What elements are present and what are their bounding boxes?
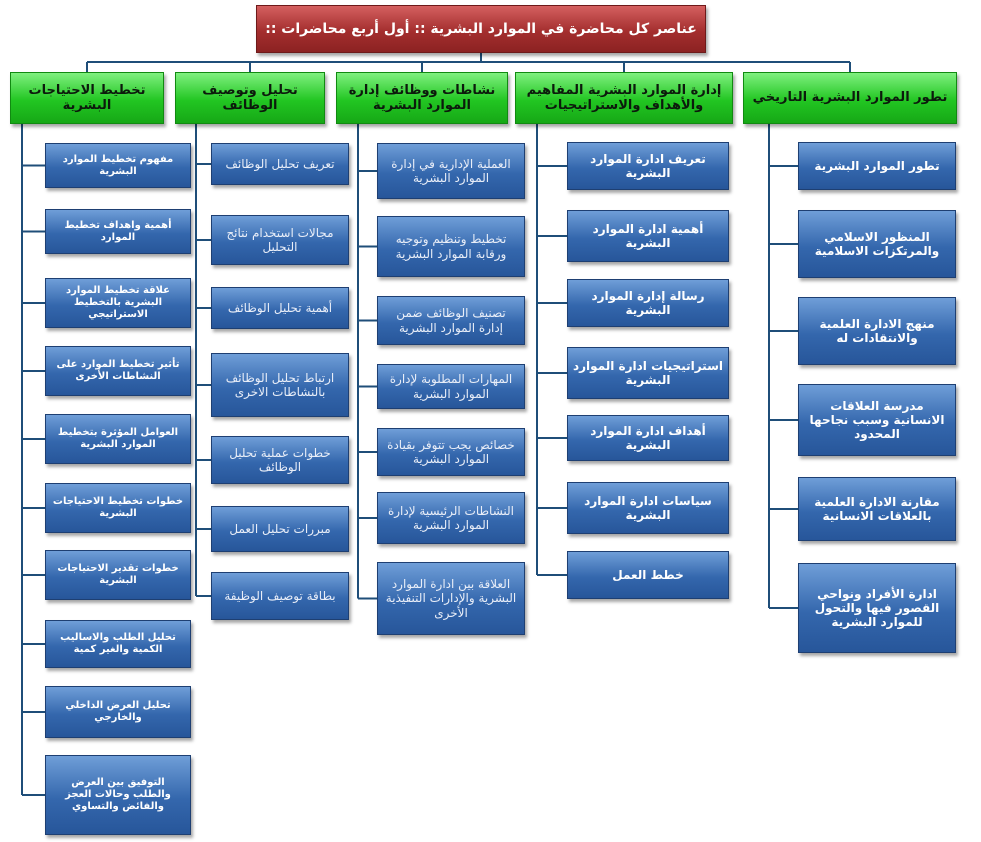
diagram-title: عناصر كل محاضرة في الموارد البشرية :: أول أربع محاضرات :: [256,5,706,53]
topic-item: رسالة إدارة الموارد البشرية [567,279,729,327]
topic-item: تطور الموارد البشرية [798,142,956,190]
topic-item: ارتباط تحليل الوظائف بالنشاطات الاخرى [211,353,349,417]
topic-item: التوفيق بين العرض والطلب وحالات العجز والفائض والتساوي [45,755,191,835]
topic-item: مجالات استخدام نتائج التحليل [211,215,349,265]
topic-item: استراتيجيات ادارة الموارد البشرية [567,347,729,399]
column-header: تحليل وتوصيف الوظائف [175,72,325,124]
column-header: نشاطات ووظائف إدارة الموارد البشرية [336,72,508,124]
topic-item: سياسات ادارة الموارد البشرية [567,482,729,534]
topic-item: أهمية ادارة الموارد البشرية [567,210,729,262]
topic-item: مبررات تحليل العمل [211,506,349,552]
topic-item: العلاقة بين ادارة الموارد البشرية والإدارات التنفيذية الأخرى [377,562,525,635]
topic-item: مقارنة الادارة العلمية بالعلاقات الانسانية [798,477,956,541]
topic-item: تعريف ادارة الموارد البشرية [567,142,729,190]
topic-item: تخطيط وتنظيم وتوجيه ورقابة الموارد البشرية [377,216,525,277]
topic-item: خصائص يجب تتوفر بقيادة الموارد البشرية [377,428,525,476]
topic-item: ادارة الأفراد ونواحي القصور فيها والتحول للموارد البشرية [798,563,956,653]
topic-item: تحليل الطلب والاساليب الكمية والغير كمية [45,620,191,668]
topic-item: أهمية تحليل الوظائف [211,287,349,329]
topic-item: تأثير تخطيط الموارد على النشاطات الأخرى [45,346,191,396]
topic-item: أهداف ادارة الموارد البشرية [567,415,729,461]
column-header: تطور الموارد البشرية التاريخي [743,72,957,124]
topic-item: منهج الادارة العلمية والانتقادات له [798,297,956,365]
column-header: إدارة الموارد البشرية المفاهيم والأهداف والاستراتيجيات [515,72,733,124]
topic-item: تصنيف الوظائف ضمن إدارة الموارد البشرية [377,296,525,345]
topic-item: بطاقة توصيف الوظيفة [211,572,349,620]
column-header: تخطيط الاحتياجات البشرية [10,72,164,124]
topic-item: مدرسة العلاقات الانسانية وسبب نجاحها المحدود [798,384,956,456]
topic-item: علاقة تخطيط الموارد البشرية بالتخطيط الاستراتيجي [45,278,191,328]
topic-item: المهارات المطلوبة لإدارة الموارد البشرية [377,364,525,409]
topic-item: خطوات عملية تحليل الوظائف [211,436,349,484]
topic-item: خطط العمل [567,551,729,599]
topic-item: تعريف تحليل الوظائف [211,143,349,185]
topic-item: تحليل العرض الداخلي والخارجي [45,686,191,738]
topic-item: أهمية واهداف تخطيط الموارد [45,209,191,254]
topic-item: المنظور الاسلامي والمرتكزات الاسلامية [798,210,956,278]
topic-item: خطوات تخطيط الاحتياجات البشرية [45,483,191,533]
topic-item: خطوات تقدير الاحتياجات البشرية [45,550,191,600]
topic-item: مفهوم تخطيط الموارد البشرية [45,143,191,188]
topic-item: العملية الإدارية في إدارة الموارد البشرية [377,143,525,199]
topic-item: النشاطات الرئيسية لإدارة الموارد البشرية [377,492,525,544]
topic-item: العوامل المؤثرة بتخطيط الموارد البشرية [45,414,191,464]
